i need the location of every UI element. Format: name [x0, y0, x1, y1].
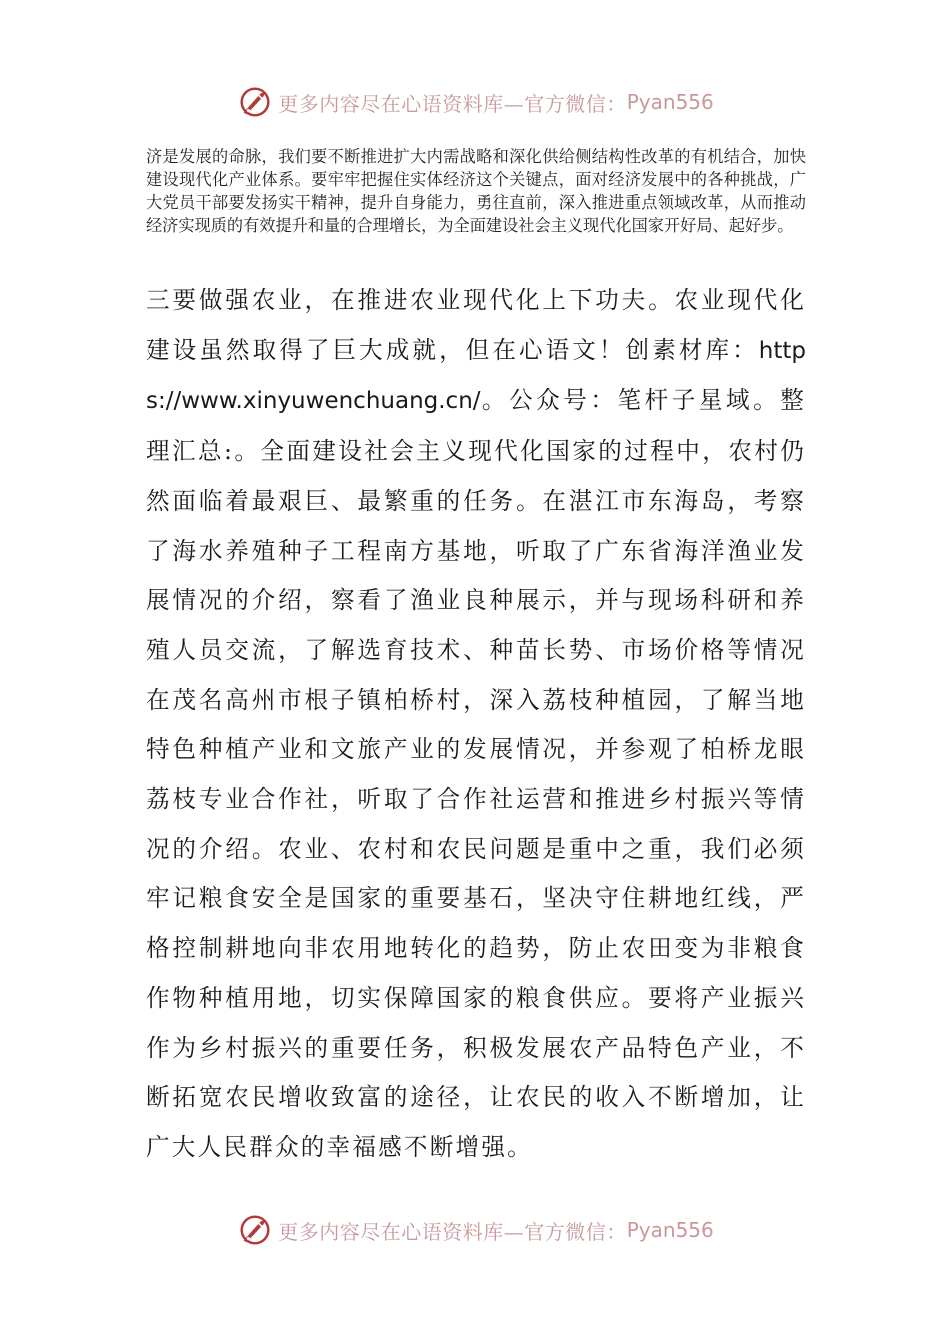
- banner-wechat-id: Pyan556: [626, 90, 714, 114]
- banner-text: 更多内容尽在心语资料库—官方微信：: [278, 91, 627, 116]
- main-text-after-url: 。公众号：笔杆子星域。整理汇总:。全面建设社会主义现代化国家的过程中，农村仍然面临着最艰巨、最繁重的任务。在湛江市东海岛，考察了海水养殖种子工程南方基地，听取了广东省海洋渔业发展情况的介绍，察看了渔业良种展示，并与现场科研和养殖人员交流，了解选育技术、种苗长势、市场价格等情况在茂名高州市根子镇柏桥村，深入荔枝种植园，了解当地特色种植产业和文旅产业的发展情况，并参观了柏桥龙眼荔枝专业合作社，听取了合作社运营和推进乡村振兴等情况的介绍。农业、农村和农民问题是重中之重，我们必须牢记粮食安全是国家的重要基石，坚决守住耕地红线，严格控制耕地向非农用地转化的趋势，防止农田变为非粮食作物种植用地，切实保障国家的粮食供应。要将产业振兴作为乡村振兴的重要任务，积极发展农产品特色产业，不断拓宽农民增收致富的途径，让农民的收入不断增加，让广大人民群众的幸福感不断增强。: [146, 386, 806, 1161]
- banner-wechat-id: Pyan556: [626, 1218, 714, 1242]
- pen-nib-logo-icon: [236, 1211, 274, 1249]
- header-watermark-banner: [0, 80, 950, 124]
- main-text-before-url: 三要做强农业，在推进农业现代化上下功夫。农业现代化建设虽然取得了巨大成就，但在心语文！创素材库：: [146, 286, 806, 364]
- banner-text: 更多内容尽在心语资料库—官方微信：: [278, 1219, 627, 1244]
- footer-watermark-banner: [0, 1208, 950, 1252]
- source-url-link[interactable]: https://www.xinyuwenchuang.cn/: [146, 337, 806, 415]
- intro-paragraph: 济是发展的命脉，我们要不断推进扩大内需战略和深化供给侧结构性改革的有机结合，加快建设现代化产业体系。要牢牢把握住实体经济这个关键点，面对经济发展中的各种挑战，广大党员干部要发扬实干精神，提升自身能力，勇往直前，深入推进重点领域改革，从而推动经济实现质的有效提升和量的合理增长，为全面建设社会主义现代化国家开好局、起好步。: [146, 147, 806, 235]
- main-paragraph: [146, 276, 806, 1173]
- pen-nib-logo-icon: [236, 83, 274, 121]
